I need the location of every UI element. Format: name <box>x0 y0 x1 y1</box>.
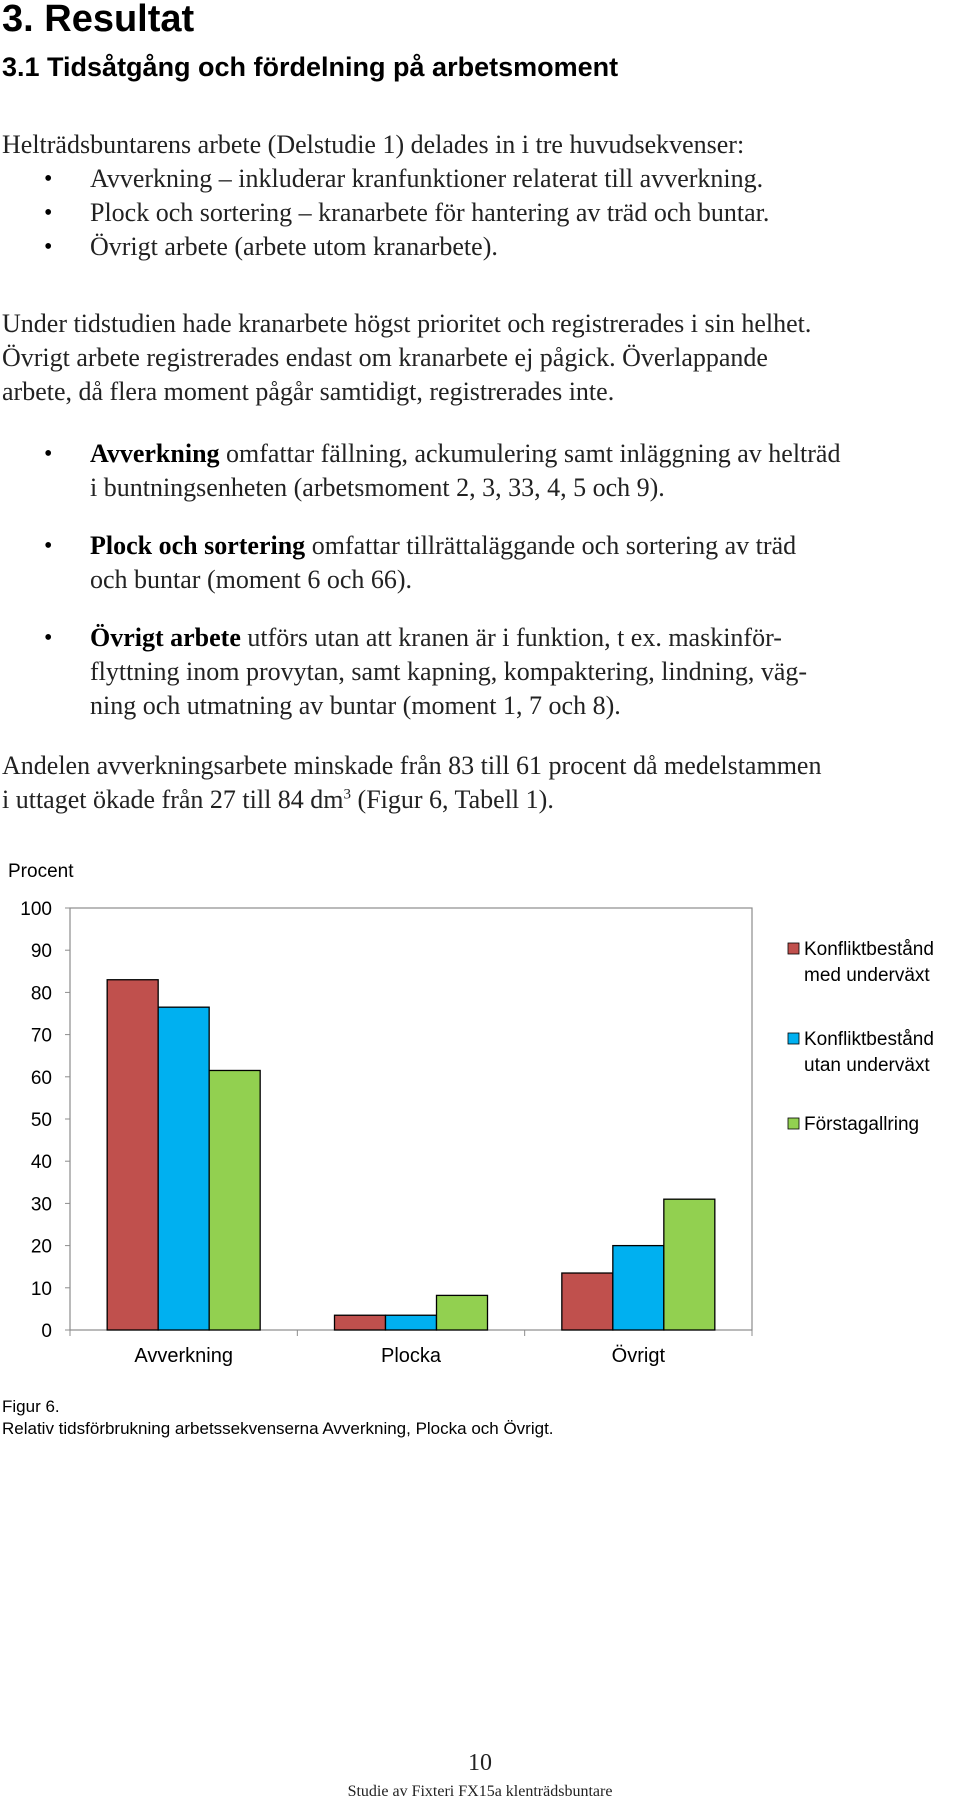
figure-description: Relativ tidsförbrukning arbetssekvenserna Avverkning, Plocka och Övrigt. <box>2 1419 554 1438</box>
y-tick-label: 40 <box>30 1152 52 1174</box>
definition-text: omfattar fällning, ackumulering samt inläggning av helträd <box>219 439 841 468</box>
bar <box>209 1070 260 1330</box>
y-tick-label: 60 <box>30 1067 52 1089</box>
definition-text: utförs utan att kranen är i funktion, t ex. maskinför- <box>240 623 782 652</box>
x-axis-ticks <box>70 1330 752 1336</box>
y-tick-label: 90 <box>30 941 52 963</box>
definition-text: och buntar (moment 6 och 66). <box>90 565 413 594</box>
bar <box>562 1273 613 1330</box>
legend-swatch <box>788 1118 799 1129</box>
y-axis-ticks <box>20 899 70 1342</box>
list-item: • Avverkning – inkluderar kranfunktioner relaterat till avverkning. <box>0 162 769 196</box>
x-axis-labels <box>134 1345 665 1367</box>
bar <box>107 980 158 1330</box>
y-tick-label: 10 <box>30 1278 52 1300</box>
list-item: • Plock och sortering – kranarbete för hantering av träd och buntar. <box>0 196 769 230</box>
summary-paragraph <box>2 749 821 817</box>
bar <box>386 1315 437 1330</box>
y-tick-label: 30 <box>30 1194 52 1216</box>
legend-swatch <box>788 1033 799 1044</box>
bar <box>613 1246 664 1330</box>
x-tick-label: Övrigt <box>611 1345 666 1367</box>
list-item: • Övrigt arbete (arbete utom kranarbete). <box>0 230 769 264</box>
legend <box>788 939 934 1135</box>
text-line: Andelen avverkningsarbete minskade från 83 till 61 procent då medelstammen <box>2 751 822 780</box>
priority-paragraph <box>2 307 811 409</box>
legend-label: utan underväxt <box>804 1055 930 1076</box>
section-heading: 3.1 Tidsåtgång och fördelning på arbetsmoment <box>2 52 619 82</box>
text-line: Övrigt arbete registrerades endast om kranarbete ej pågick. Överlappande <box>2 343 768 372</box>
y-tick-label: 0 <box>41 1321 52 1342</box>
definition-ovrigt <box>0 621 840 723</box>
figure-label: Figur 6. <box>2 1397 60 1416</box>
text-line: i uttaget ökade från 27 till 84 $dm^3$ (Figur 6, Tabell 1). <box>2 785 554 814</box>
definition-text: omfattar tillrättaläggande och sortering av träd <box>305 531 797 560</box>
bar <box>437 1295 488 1330</box>
bar-chart <box>0 855 960 1375</box>
bars <box>107 980 715 1330</box>
bar <box>335 1315 386 1330</box>
definition-text: i buntningsenheten (arbetsmoment 2, 3, 33, 4, 5 och 9). <box>90 473 665 502</box>
y-tick-label: 50 <box>30 1110 52 1131</box>
y-tick-label: 80 <box>30 983 52 1005</box>
intro-text: Helträdsbuntarens arbete (Delstudie 1) delades in i tre huvudsekvenser: <box>2 130 745 159</box>
figure-caption <box>2 1396 554 1440</box>
definition-text: ning och utmatning av buntar (moment 1, 7 och 8). <box>90 691 621 720</box>
y-axis-label: Procent <box>8 861 74 882</box>
definition-term: Avverkning <box>90 439 220 468</box>
legend-label: Konfliktbestånd <box>804 1029 934 1050</box>
text-line: arbete, då flera moment pågår samtidigt, registrerades inte. <box>2 377 615 406</box>
definition-plock <box>0 529 840 597</box>
definition-term: Övrigt arbete <box>90 623 241 652</box>
page-number: 10 <box>468 1750 492 1776</box>
definition-list <box>0 437 840 747</box>
y-tick-label: 100 <box>20 899 52 920</box>
y-tick-label: 20 <box>30 1236 52 1258</box>
definition-avverkning <box>0 437 840 505</box>
legend-label: Förstagallring <box>804 1114 920 1135</box>
legend-label: med underväxt <box>804 965 930 986</box>
footer-title: Studie av Fixteri FX15a klenträdsbuntare <box>347 1783 613 1800</box>
sequence-list <box>0 162 769 264</box>
text-line: Under tidstudien hade kranarbete högst prioritet och registrerades i sin helhet. <box>2 309 812 338</box>
superscript: 3 <box>343 786 352 803</box>
page-title: 3. Resultat <box>2 0 195 40</box>
bar <box>158 1007 209 1330</box>
bar <box>664 1199 715 1330</box>
definition-text: flyttning inom provytan, samt kapning, kompaktering, lindning, väg- <box>90 657 808 686</box>
y-tick-label: 70 <box>30 1025 52 1047</box>
x-tick-label: Plocka <box>380 1345 442 1367</box>
x-tick-label: Avverkning <box>134 1345 233 1367</box>
legend-swatch <box>788 943 799 954</box>
definition-term: Plock och sortering <box>90 531 306 560</box>
legend-label: Konfliktbestånd <box>804 939 934 960</box>
